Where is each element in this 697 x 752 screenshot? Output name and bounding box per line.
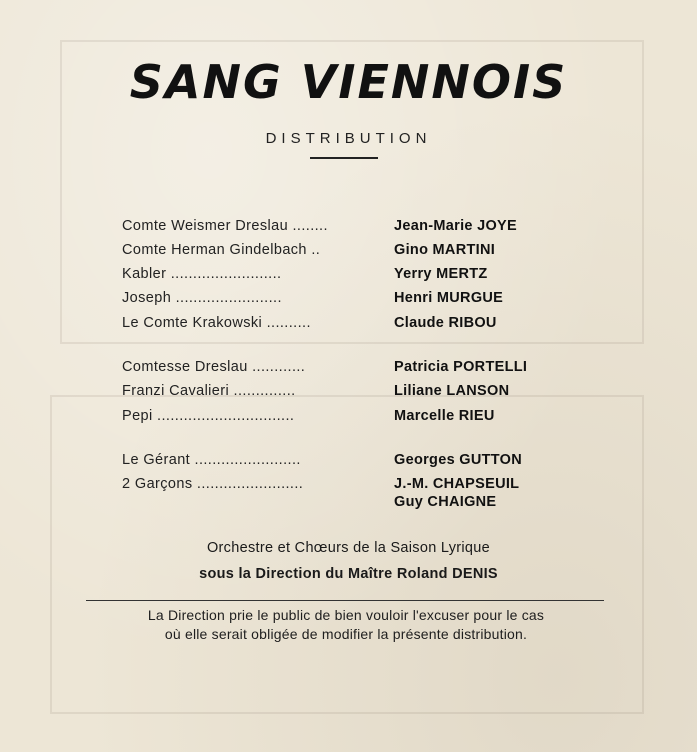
role-name: Le Comte Krakowski .......... bbox=[122, 315, 311, 331]
notice-line-1: La Direction prie le public de bien vouloir l'excuser pour le cas bbox=[147, 607, 545, 623]
actor-name: Claude RIBOU bbox=[394, 315, 497, 331]
cast-row bbox=[122, 383, 582, 405]
actor-name: Yerry MERTZ bbox=[394, 266, 488, 282]
role-name: Joseph ........................ bbox=[122, 290, 282, 306]
cast-row bbox=[122, 315, 582, 337]
cast-row bbox=[122, 242, 582, 264]
cast-row bbox=[122, 494, 582, 516]
role-name: Comte Weismer Dreslau ........ bbox=[122, 218, 328, 234]
notice-divider bbox=[86, 600, 604, 601]
role-name: Kabler ......................... bbox=[122, 266, 282, 282]
actor-name: Jean-Marie JOYE bbox=[394, 218, 517, 234]
actor-name: Patricia PORTELLI bbox=[394, 359, 528, 375]
role-name: Pepi ............................... bbox=[122, 408, 295, 424]
role-name: Comtesse Dreslau ............ bbox=[122, 359, 306, 375]
notice-text bbox=[86, 606, 606, 644]
role-name: Franzi Cavalieri .............. bbox=[122, 383, 296, 399]
notice-line-2: où elle serait obligée de modifier la présente distribution. bbox=[164, 626, 528, 642]
actor-name: Marcelle RIEU bbox=[394, 408, 495, 424]
orchestra-line: Orchestre et Chœurs de la Saison Lyrique bbox=[206, 540, 491, 556]
cast-row bbox=[122, 218, 582, 240]
cast-row bbox=[122, 452, 582, 474]
actor-name: J.-M. CHAPSEUIL bbox=[394, 476, 520, 492]
role-name: Comte Herman Gindelbach .. bbox=[122, 242, 321, 258]
subtitle-underline bbox=[310, 157, 378, 159]
actor-name: Georges GUTTON bbox=[394, 452, 523, 468]
page-subtitle: DISTRIBUTION bbox=[265, 130, 432, 147]
role-name: 2 Garçons ........................ bbox=[122, 476, 304, 492]
page-title: SANG VIENNOIS bbox=[129, 55, 568, 109]
cast-row bbox=[122, 290, 582, 312]
cast-row bbox=[122, 408, 582, 430]
cast-row bbox=[122, 359, 582, 381]
cast-row bbox=[122, 266, 582, 288]
role-name: Le Gérant ........................ bbox=[122, 452, 301, 468]
actor-name: Guy CHAIGNE bbox=[394, 494, 497, 510]
direction-line: sous la Direction du Maître Roland DENIS bbox=[199, 566, 498, 582]
actor-name: Henri MURGUE bbox=[394, 290, 504, 306]
actor-name: Gino MARTINI bbox=[394, 242, 496, 258]
actor-name: Liliane LANSON bbox=[394, 383, 510, 399]
